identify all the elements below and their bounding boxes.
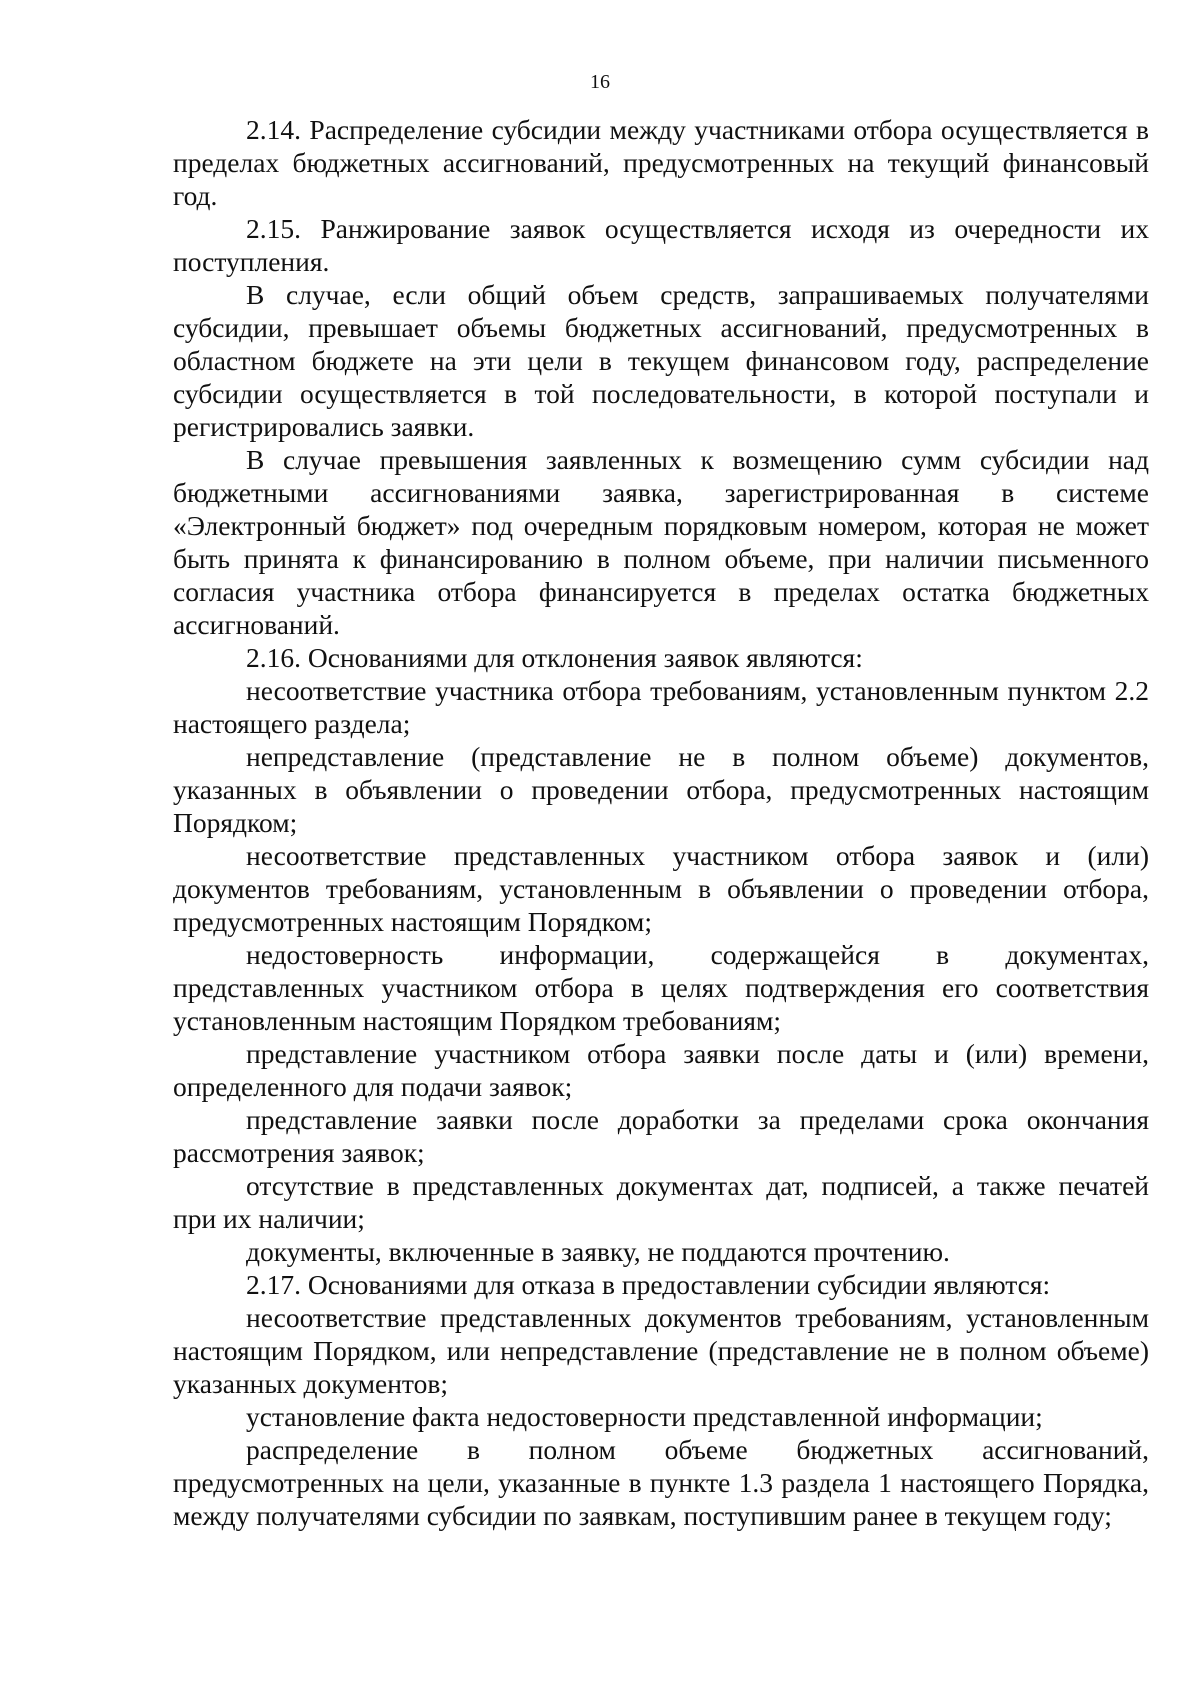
paragraph-excess-claims: В случае превышения заявленных к возмещению сумм субсидии над бюджетными ассигнованиями заявка, зарегистрированная в системе «Электронный бюджет» под очередным порядковым номером, которая не может быть принята к финансированию в полном объеме, при наличии письменного согласия участника отбора финансируется в пределах остатка бюджетных ассигнований.: [173, 444, 1149, 640]
rejection-reason-2: непредставление (представление не в полном объеме) документов, указанных в объявлении о проведении отбора, предусмотренных настоящим Порядком;: [173, 741, 1149, 838]
rejection-reason-8: документы, включенные в заявку, не поддаются прочтению.: [246, 1236, 950, 1267]
rejection-reason-7: отсутствие в представленных документах дат, подписей, а также печатей при их наличии;: [173, 1170, 1149, 1234]
refusal-reason-2: установление факта недостоверности представленной информации;: [246, 1401, 1043, 1432]
document-body: [173, 113, 1149, 1532]
page-number: 16: [590, 71, 610, 93]
rejection-reason-1: несоответствие участника отбора требованиям, установленным пунктом 2.2 настоящего раздела;: [173, 675, 1149, 739]
rejection-reason-6: представление заявки после доработки за пределами срока окончания рассмотрения заявок;: [173, 1104, 1149, 1168]
paragraph-2-15: 2.15. Ранжирование заявок осуществляется исходя из очередности их поступления.: [173, 213, 1149, 277]
rejection-reason-3: несоответствие представленных участником отбора заявок и (или) документов требованиям, установленным в объявлении о проведении отбора, предусмотренных настоящим Порядком;: [173, 840, 1149, 937]
rejection-reason-4: недостоверность информации, содержащейся в документах, представленных участником отбора в целях подтверждения его соответствия установленным настоящим Порядком требованиям;: [173, 939, 1149, 1036]
refusal-reason-3: распределение в полном объеме бюджетных ассигнований, предусмотренных на цели, указанные в пункте 1.3 раздела 1 настоящего Порядка, между получателями субсидии по заявкам, поступившим ранее в текущем году;: [173, 1434, 1149, 1531]
paragraph-2-17: 2.17. Основаниями для отказа в предоставлении субсидии являются:: [246, 1269, 1051, 1300]
refusal-reason-1: несоответствие представленных документов требованиям, установленным настоящим Порядком, или непредставление (представление не в полном объеме) указанных документов;: [173, 1302, 1149, 1399]
paragraph-excess-requests: В случае, если общий объем средств, запрашиваемых получателями субсидии, превышает объемы бюджетных ассигнований, предусмотренных в областном бюджете на эти цели в текущем финансовом году, распределение субсидии осуществляется в той последовательности, в которой поступали и регистрировались заявки.: [173, 279, 1149, 442]
rejection-reason-5: представление участником отбора заявки после даты и (или) времени, определенного для подачи заявок;: [173, 1038, 1149, 1102]
paragraph-2-14: 2.14. Распределение субсидии между участниками отбора осуществляется в пределах бюджетных ассигнований, предусмотренных на текущий финансовый год.: [173, 114, 1149, 211]
paragraph-2-16: 2.16. Основаниями для отклонения заявок являются:: [246, 642, 863, 673]
